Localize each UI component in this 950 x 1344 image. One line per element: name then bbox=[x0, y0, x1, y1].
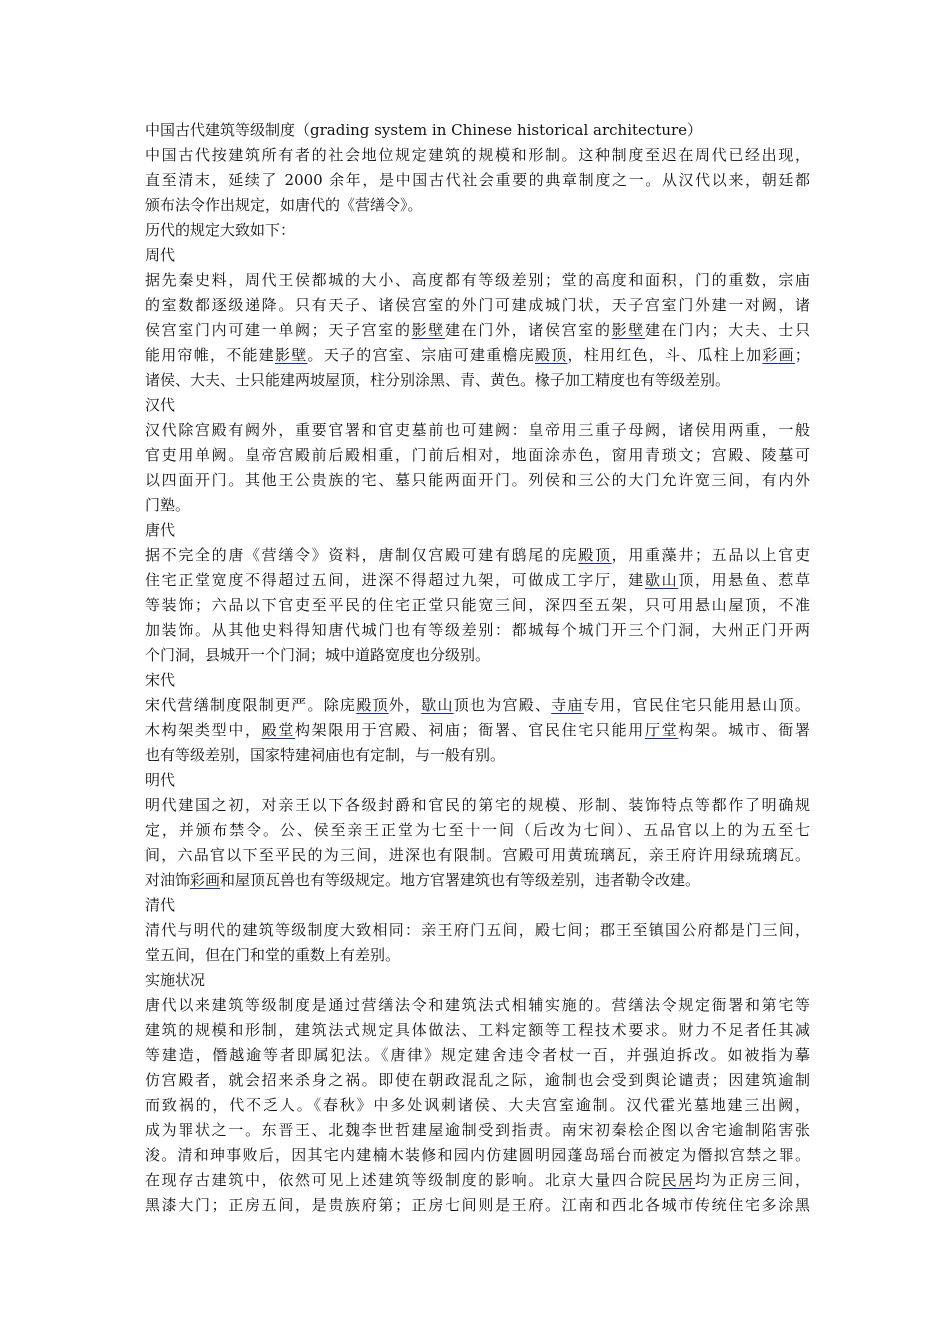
text-segment: 和屋顶瓦兽也有等级规定。地方官署建筑也有等级差别，违者勒令改建。 bbox=[220, 871, 701, 889]
text-segment: 构架限用于宫殿、祠庙；衙署、官民住宅只能用 bbox=[295, 721, 645, 739]
paragraph-line bbox=[145, 868, 810, 893]
link-xieshan[interactable]: 歇山 bbox=[421, 696, 454, 714]
link-yingbi[interactable]: 影壁 bbox=[411, 321, 445, 339]
text-segment: 。天子的宫室、宗庙可建重檐庑 bbox=[307, 346, 535, 364]
paragraph-line: 成为罪状之一。东晋王、北魏李世哲建屋逾制受到指责。南宋初秦桧企图以舍宅逾制陷害张 bbox=[145, 1121, 810, 1139]
article-body bbox=[145, 118, 810, 1218]
text-segment: 均为正房三间， bbox=[694, 1171, 810, 1189]
section-heading-han: 汉代 bbox=[145, 396, 176, 414]
text-segment: 建在门外，诸侯宫室的 bbox=[444, 321, 612, 339]
paragraph-line: 建筑的规模和形制，建筑法式规定具体做法、工料定额等工程技术要求。财力不足者任其减 bbox=[145, 1021, 810, 1039]
paragraph-line bbox=[145, 543, 810, 568]
text-segment: 顶也为宫殿、 bbox=[453, 696, 552, 714]
paragraph-line: 等建造，僭越逾等者即属犯法。《唐律》规定建舍违令者杖一百，并强迫拆改。如被指为摹 bbox=[145, 1046, 810, 1064]
text-segment: 外， bbox=[388, 696, 422, 714]
text-segment: 对油饰 bbox=[145, 871, 191, 889]
paragraph-line bbox=[145, 693, 810, 718]
text-segment: ，柱用红色，斗、瓜柱上加 bbox=[567, 346, 763, 364]
text-segment: 据不完全的唐《营缮令》资料，唐制仅宫殿可建有鸱尾的庑 bbox=[145, 546, 579, 564]
lead-text: 历代的规定大致如下： bbox=[145, 221, 296, 239]
paragraph-line: 堂五间，但在门和堂的重数上有差别。 bbox=[145, 946, 401, 964]
text-segment: 建在门内；大夫、士只 bbox=[644, 321, 810, 339]
text-segment: 构架。城市、衙署 bbox=[678, 721, 810, 739]
paragraph-line: 个门洞，县城开一个门洞；城中道路宽度也分级别。 bbox=[145, 646, 491, 664]
text-segment: 住宅正堂宽度不得超过五间，进深不得超过九架，可做成工字厅，建 bbox=[145, 571, 645, 589]
intro-line: 中国古代按建筑所有者的社会地位规定建筑的规模和形制。这种制度至迟在周代已经出现， bbox=[145, 146, 810, 164]
paragraph-line: 的室数都逐级递降。只有天子、诸侯宫室的外门可建成城门状，天子宫室门外建一对阙，诸 bbox=[145, 296, 810, 314]
paragraph-line: 黑漆大门；正房五间，是贵族府第；正房七间则是王府。江南和西北各城市传统住宅多涂黑 bbox=[145, 1196, 810, 1214]
paragraph-line: 清代与明代的建筑等级制度大致相同：亲王府门五间，殿七间；郡王至镇国公府都是门三间， bbox=[145, 921, 810, 939]
article-title: 中国古代建筑等级制度（grading system in Chinese historical architecture） bbox=[145, 121, 703, 139]
text-segment: ，用重藻井；五品以上官吏 bbox=[611, 546, 810, 564]
text-segment: 专用，官民住宅只能用悬山顶。 bbox=[583, 696, 810, 714]
link-minju[interactable]: 民居 bbox=[661, 1171, 695, 1189]
text-segment: 宋代营缮制度限制更严。除庑 bbox=[145, 696, 357, 714]
section-heading-song: 宋代 bbox=[145, 671, 176, 689]
link-caihua[interactable]: 彩画 bbox=[190, 871, 221, 889]
section-heading-zhou: 周代 bbox=[145, 246, 176, 264]
paragraph-line: 汉代除宫殿有阙外，重要官署和官吏墓前也可建阙：皇帝用三重子母阙，诸侯用两重，一般 bbox=[145, 421, 810, 439]
paragraph-line bbox=[145, 318, 810, 343]
text-segment: 能用帘帷，不能建 bbox=[145, 346, 275, 364]
paragraph-line bbox=[145, 343, 810, 368]
paragraph-line: 仿宫殿者，就会招来杀身之祸。即使在朝政混乱之际，逾制也会受到舆论谴责；因建筑逾制 bbox=[145, 1071, 810, 1089]
intro-line: 颁布法令作出规定，如唐代的《营缮令》。 bbox=[145, 196, 423, 214]
text-segment: ； bbox=[794, 346, 810, 364]
paragraph-line: 以四面开门。其他王公贵族的宅、墓只能两面开门。列侯和三公的大门允许宽三间，有内外 bbox=[145, 471, 810, 489]
text-segment: 在现存古建筑中，依然可见上述建筑等级制度的影响。北京大量四合院 bbox=[145, 1171, 662, 1189]
intro-line: 直至清末，延续了 2000 余年，是中国古代社会重要的典章制度之一。从汉代以来，朝廷都 bbox=[145, 171, 810, 189]
link-tingtang[interactable]: 厅堂 bbox=[644, 721, 679, 739]
link-yingbi[interactable]: 影壁 bbox=[274, 346, 308, 364]
link-simiao[interactable]: 寺庙 bbox=[551, 696, 584, 714]
link-xieshan[interactable]: 歇山 bbox=[644, 571, 679, 589]
section-heading-implementation: 实施状况 bbox=[145, 971, 206, 989]
paragraph-line: 诸侯、大夫、士只能建两坡屋顶，柱分别涂黑、青、黄色。椽子加工精度也有等级差别。 bbox=[145, 371, 731, 389]
paragraph-line: 门塾。 bbox=[145, 496, 191, 514]
link-yingbi[interactable]: 影壁 bbox=[611, 321, 645, 339]
paragraph-line: 官吏用单阙。皇帝宫殿前后殿相重，门前后相对，地面涂赤色，窗用青琐文；宫殿、陵墓可 bbox=[145, 446, 810, 464]
link-dianding[interactable]: 殿顶 bbox=[578, 546, 612, 564]
paragraph-line bbox=[145, 1168, 810, 1193]
paragraph-line: 浚。清和珅事败后，因其宅内建楠木装修和园内仿建圆明园蓬岛瑶台而被定为僭拟宫禁之罪。 bbox=[145, 1146, 810, 1164]
paragraph-line bbox=[145, 568, 810, 593]
link-dianding[interactable]: 殿顶 bbox=[356, 696, 389, 714]
text-segment: 木构架类型中， bbox=[145, 721, 262, 739]
text-segment: 顶，用悬鱼、惹草 bbox=[678, 571, 810, 589]
paragraph-line: 间，六品官以下至平民的为三间，进深也有限制。宫殿可用黄琉璃瓦，亲王府许用绿琉璃瓦。 bbox=[145, 846, 810, 864]
paragraph-line: 也有等级差别，国家特建祠庙也有定制，与一般有别。 bbox=[145, 746, 506, 764]
link-diantang[interactable]: 殿堂 bbox=[261, 721, 295, 739]
paragraph-line bbox=[145, 718, 810, 743]
paragraph-line: 据先秦史料，周代王侯都城的大小、高度都有等级差别；堂的高度和面积，门的重数，宗庙 bbox=[145, 271, 810, 289]
paragraph-line: 明代建国之初，对亲王以下各级封爵和官民的第宅的规模、形制、装饰特点等都作了明确规 bbox=[145, 796, 810, 814]
link-caihua[interactable]: 彩画 bbox=[762, 346, 795, 364]
paragraph-line: 加装饰。从其他史料得知唐代城门也有等级差别：都城每个城门开三个门洞，大州正门开两 bbox=[145, 621, 810, 639]
paragraph-line: 而致祸的，代不乏人。《春秋》中多处讽刺诸侯、大夫宫室逾制。汉代霍光墓地建三出阙， bbox=[145, 1096, 810, 1114]
paragraph-line: 唐代以来建筑等级制度是通过营缮法令和建筑法式相辅实施的。营缮法令规定衙署和第宅等 bbox=[145, 996, 810, 1014]
section-heading-ming: 明代 bbox=[145, 771, 176, 789]
section-heading-tang: 唐代 bbox=[145, 521, 176, 539]
text-segment: 侯宫室门内可建一单阙；天子宫室的 bbox=[145, 321, 412, 339]
link-dianding[interactable]: 殿顶 bbox=[534, 346, 568, 364]
paragraph-line: 等装饰；六品以下官吏至平民的住宅正堂只能宽三间，深四至五架，只可用悬山屋顶，不准 bbox=[145, 596, 810, 614]
paragraph-line: 定，并颁布禁令。公、侯至亲王正堂为七至十一间（后改为七间）、五品官以上的为五至七 bbox=[145, 821, 810, 839]
section-heading-qing: 清代 bbox=[145, 896, 176, 914]
